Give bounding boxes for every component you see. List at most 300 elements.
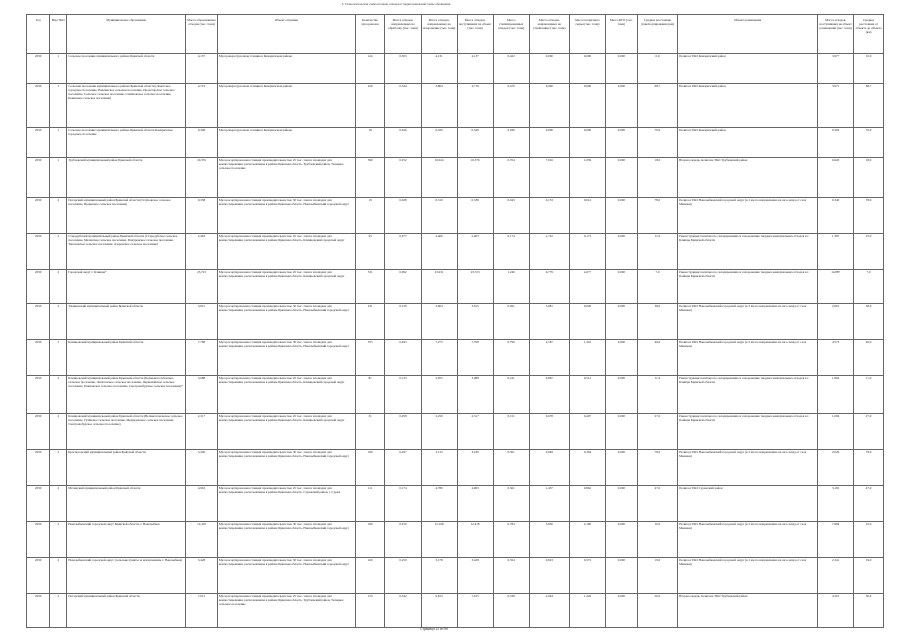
table-row [27, 303, 884, 339]
cell-year: 2030 [27, 593, 50, 627]
cell-trucks: 19 [355, 197, 385, 233]
cell-d2: 25,0 [854, 233, 884, 269]
cell-v5: 2,044 [529, 593, 569, 627]
cell-v3: 12,418 [457, 521, 493, 557]
cell-v4: 0,361 [493, 449, 529, 485]
cell-m2: 4,573 [818, 339, 854, 375]
cell-year: 2030 [27, 269, 50, 303]
cell-dist: 68,7 [637, 83, 677, 127]
table-row [27, 127, 884, 157]
cell-v7: 0,000 [605, 197, 637, 233]
cell-dest: Мусоросортировочная станция производительностью 30 тыс. тонн в площадях для компостирования, расположенная в районе Брянская область, Новозыбковский городской округ [217, 449, 355, 485]
cell-year: 2030 [27, 233, 50, 269]
cell-v5: 0,000 [529, 53, 569, 83]
cell-v3: 4,137 [457, 53, 493, 83]
cell-kind: 2 [50, 449, 67, 485]
cell-d2: 10,0 [854, 521, 884, 557]
cell-d2: 78,0 [854, 197, 884, 233]
cell-v1: 0,026 [385, 127, 421, 157]
cell-v7: 0,000 [605, 557, 637, 593]
cell-d2: 47,0 [854, 485, 884, 521]
cell-v1: 0,297 [385, 449, 421, 485]
cell-site: Полигон ТКО Новозыбковский городской округ (в 2 км по направлению на юго-запад от села Манюки) [678, 521, 818, 557]
cell-dest: Мусоросортировочная станция производительностью 30 тыс. тонн в площадях для компостирования, расположенная в районе Брянская область, Новозыбковский городской округ [217, 557, 355, 593]
cell-dist: 18,0 [637, 157, 677, 197]
cell-mo: Злынковский муниципальный район Брянской области [67, 303, 186, 339]
cell-kind: 2 [50, 303, 67, 339]
cell-mass: 7,015 [186, 593, 218, 627]
cell-v6: 0,512 [569, 375, 605, 413]
cell-v7: 0,000 [605, 375, 637, 413]
cell-m2: 1,094 [818, 413, 854, 449]
cell-kind: 2 [50, 233, 67, 269]
cell-d2: 70,0 [854, 127, 884, 157]
table-row [27, 157, 884, 197]
cell-mo: Новозыбковский городской округ Брянской области, г. Новозыбков [67, 521, 186, 557]
cell-v1: 0,493 [385, 339, 421, 375]
cell-d2: 56,0 [854, 593, 884, 627]
cell-mo: Сельское поселение муниципального района Брянской области Комаричское городское поселение [67, 127, 186, 157]
cell-v7: 0,000 [605, 269, 637, 303]
cell-v5: 0,949 [529, 449, 569, 485]
cell-dest: Мусоросортировочная станция производительностью 25 тыс. тонн в площадях для компостирования, расположенная в районе Брянская область, Трубчевский район, Телецкое сельское поселение [217, 157, 355, 197]
cell-mo: Трубчевский муниципальный район Брянской области [67, 157, 186, 197]
cell-v4: 0,704 [493, 157, 529, 197]
cell-dest: Мусоросортировочная станция производительностью 30 тыс. тонн в площадях для компостирования, расположенная в районе Брянская область, Новозыбковский городской округ [217, 521, 355, 557]
cell-v1: 0,344 [385, 83, 421, 127]
column-header: Масса отходов, направленных на утилизацию (тыс. тонн) [529, 15, 569, 54]
cell-mass: 4,719 [186, 83, 218, 127]
cell-year: 2030 [27, 83, 50, 127]
column-header: Муниципальное образование [67, 15, 186, 54]
cell-v1: 0,252 [385, 157, 421, 197]
cell-site: Полигон ТКО Комаричский район [678, 53, 818, 83]
cell-year: 2030 [27, 53, 50, 83]
cell-trucks: 18 [355, 127, 385, 157]
cell-site: Реконструкция полигона по складированию и захоронению твердых коммунальных отходов в г. Клинцы Брянской области [678, 233, 818, 269]
cell-v2: 10,024 [421, 157, 457, 197]
cell-v5: 0,867 [529, 375, 569, 413]
cell-year: 2030 [27, 485, 50, 521]
cell-kind: 2 [50, 375, 67, 413]
cell-m2: 3,165 [818, 485, 854, 521]
cell-year: 2030 [27, 303, 50, 339]
cell-mo: Клинцовский муниципальный район Брянской области (Великотопальское сельское поселение, Гулёвское сельское поселение, Медведовское сельское поселение, Смотровобудское сельское поселение) [67, 413, 186, 449]
cell-trucks: 531 [355, 269, 385, 303]
cell-mass: 23,723 [186, 269, 218, 303]
cell-v4: 0,799 [493, 339, 529, 375]
cell-v3: 4,963 [457, 485, 493, 521]
cell-dist: 11,0 [637, 233, 677, 269]
cell-v6: 1,039 [569, 157, 605, 197]
column-header: Количество мусоровозов [355, 15, 385, 54]
cell-m2: 3,971 [818, 83, 854, 127]
cell-dist: 7,0 [637, 269, 677, 303]
table-row [27, 413, 884, 449]
cell-v4: 0,151 [493, 413, 529, 449]
cell-kind: 2 [50, 521, 67, 557]
cell-kind: 1 [50, 53, 67, 83]
cell-trucks: 190 [355, 449, 385, 485]
cell-trucks: 153 [355, 593, 385, 627]
cell-kind: 2 [50, 197, 67, 233]
cell-v1: 0,303 [385, 53, 421, 83]
cell-mass: 0,348 [186, 127, 218, 157]
cell-v5: 0,000 [529, 83, 569, 127]
cell-mo: Сельские поселения муниципального района Брянской области (Локотское городское поселение, Навлинское сельское поселение, Пролетарское сельское поселение, Сельское сельское поселение, Семёновское сельское поселение, Кокинское сельское поселение) [67, 83, 186, 127]
cell-mass: 4,963 [186, 485, 218, 521]
cell-v2: 12,168 [421, 521, 457, 557]
table-header-row [27, 15, 884, 54]
cell-dest: Мусороперегрузочная станция в Комаричском районе [217, 127, 355, 157]
cell-mass: 10,376 [186, 157, 218, 197]
cell-v6: 4,677 [569, 269, 605, 303]
cell-v2: 6,813 [421, 593, 457, 627]
cell-dist: 10,0 [637, 521, 677, 557]
cell-v1: 0,133 [385, 375, 421, 413]
cell-v5: 3,081 [529, 303, 569, 339]
cell-v2: 2,955 [421, 375, 457, 413]
cell-v5: 0,000 [529, 127, 569, 157]
cell-kind: 2 [50, 413, 67, 449]
cell-m2: 1,387 [818, 233, 854, 269]
table-row [27, 521, 884, 557]
cell-mo: Клинцовский муниципальный район Брянской области (Коржовоголубовское сельское поселение, Лопатенское сельское поселение, Первомайское сельское поселение, Рожновское сельское поселение, Смотровобудское сельское поселение)* [67, 375, 186, 413]
cell-kind: 1 [50, 83, 67, 127]
column-header: Масса отходов, поступивших на объект размещения (тыс. тонн) [818, 15, 854, 54]
cell-v4: 0,043 [493, 197, 529, 233]
cell-v2: 2,259 [421, 413, 457, 449]
cell-v7: 0,000 [605, 233, 637, 269]
cell-v4: 0,491 [493, 303, 529, 339]
cell-mass: 3,088 [186, 375, 218, 413]
cell-v2: 2,406 [421, 233, 457, 269]
cell-v2: 4,131 [421, 53, 457, 83]
cell-mo: Стародубский муниципальный район Брянской области (Стародубское сельское поселение, Меленское сельское поселение, Понуровское сельское поселение, Тереховское сельское поселение, Азаровское сельское поселение) [67, 233, 186, 269]
cell-trucks: 353 [355, 339, 385, 375]
cell-trucks: 390 [355, 157, 385, 197]
table-row [27, 375, 884, 413]
cell-v1: 0,174 [385, 485, 421, 521]
cell-v2: 7,275 [421, 339, 457, 375]
cell-dist: 19,0 [637, 557, 677, 593]
cell-site: Полигон ТКО Комаричский район [678, 127, 818, 157]
cell-v4: 1,246 [493, 269, 529, 303]
cell-trucks: 160 [355, 557, 385, 593]
cell-v6: 0,000 [569, 53, 605, 83]
cell-kind: 1 [50, 157, 67, 197]
cell-site: Полигон ТКО Суражский район [678, 485, 818, 521]
column-header: Масса отходов, направленных на обработку (тыс. тонн) [385, 15, 421, 54]
cell-dist: 78,0 [637, 197, 677, 233]
cell-v6: 0,173 [569, 233, 605, 269]
cell-year: 2030 [27, 413, 50, 449]
cell-year: 2030 [27, 157, 50, 197]
cell-mo: Городской округ г. Клинцы* [67, 269, 186, 303]
cell-v6: 0,000 [569, 83, 605, 127]
cell-v4: 0,361 [493, 485, 529, 521]
cell-v6: 0,012 [569, 197, 605, 233]
table-row [27, 53, 884, 83]
cell-mass: 3,915 [186, 303, 218, 339]
cell-v6: 0,572 [569, 557, 605, 593]
cell-v7: 0,000 [605, 339, 637, 375]
cell-d2: 78,0 [854, 449, 884, 485]
cell-d2: 68,7 [854, 83, 884, 127]
cell-v4: 0,241 [493, 375, 529, 413]
cell-v2: 0,320 [421, 127, 457, 157]
cell-v3: 3,088 [457, 375, 493, 413]
cell-v4: 0,174 [493, 233, 529, 269]
cell-kind: 2 [50, 269, 67, 303]
cell-d2: 27,0 [854, 413, 884, 449]
cell-site: Полигон ТКО Новозыбковский городской округ (в 2 км по направлению на юго-запад от села Манюки) [678, 449, 818, 485]
table-row [27, 233, 884, 269]
cell-v6: 2,190 [569, 521, 605, 557]
table-body [27, 53, 884, 627]
column-header: Объект размещения [678, 15, 818, 54]
cell-v1: 0,129 [385, 303, 421, 339]
cell-m2: 14,887 [818, 269, 854, 303]
cell-dist: 56,0 [637, 593, 677, 627]
cell-v1: 0,250 [385, 521, 421, 557]
cell-site: Полигон ТКО Комаричский район [678, 83, 818, 127]
cell-site: Реконструкция полигона по складированию и захоронению твердых коммунальных отходов в г. Клинцы Брянской области [678, 413, 818, 449]
cell-site: Полигон ТКО Новозыбковский городской округ (в 2 км по направлению на юго-запад от села Манюки) [678, 557, 818, 593]
column-header: Масса образованных отходов (тыс. тонн) [186, 15, 218, 54]
cell-d2: 10,0 [854, 53, 884, 83]
cell-mo: Погарский муниципальный район Брянской области (Гетуновское сельское поселение, Ирдинское сельское поселение) [67, 197, 186, 233]
cell-v3: 3,428 [457, 557, 493, 593]
cell-v6: 0,862 [569, 485, 605, 521]
cell-v4: 0,338 [493, 593, 529, 627]
cell-mass: 2,463 [186, 233, 218, 269]
cell-m2: 2,091 [818, 303, 854, 339]
cell-mass: 3,428 [186, 557, 218, 593]
table-row [27, 197, 884, 233]
cell-d2: 11,0 [854, 375, 884, 413]
cell-dist: 38,0 [637, 303, 677, 339]
cell-v3: 7,768 [457, 339, 493, 375]
cell-site: Реконструкция полигона по складированию и захоронению твердых коммунальных отходов в г. Клинцы Брянской области [678, 375, 818, 413]
cell-dest: Мусоросортировочная станция производительностью 25 тыс. тонн в площадях для компостирования, расположенная в районе Брянская область, Суражский район, г. Сураж [217, 485, 355, 521]
column-header: Масса отходов, направленных на захоронение (тыс. тонн) [421, 15, 457, 54]
cell-site: Полигон ТКО Новозыбковский городской округ (в 2 км по направлению на юго-запад от села Манюки) [678, 303, 818, 339]
cell-v3: 0,348 [457, 127, 493, 157]
cell-v7: 0,000 [605, 83, 637, 127]
cell-m2: 2,026 [818, 449, 854, 485]
cell-v3: 10,376 [457, 157, 493, 197]
cell-v1: 0,077 [385, 233, 421, 269]
cell-d2: 38,0 [854, 303, 884, 339]
cell-v4: 0,422 [493, 53, 529, 83]
cell-m2: 7,984 [818, 521, 854, 557]
cell-m2: 2,341 [818, 557, 854, 593]
column-header: Вид ТКО [50, 15, 67, 54]
cell-v2: 23,631 [421, 269, 457, 303]
cell-dest: Мусороперегрузочная станция в Комаричском районе [217, 83, 355, 127]
cell-d2: 7,0 [854, 269, 884, 303]
column-header: Объект отправки [217, 15, 355, 54]
cell-v3: 3,915 [457, 303, 493, 339]
table-caption: 3. Технологическая схема потоков отходов в территориальной схеме обращения [341, 2, 451, 6]
cell-mass: 0,338 [186, 197, 218, 233]
cell-v4: 0,036 [493, 127, 529, 157]
cell-dist: 27,0 [637, 413, 677, 449]
cell-mass: 3,430 [186, 449, 218, 485]
cell-m2: 3,977 [818, 53, 854, 83]
cell-v6: 0,364 [569, 449, 605, 485]
cell-mo: Погарский муниципальный район Брянской области [67, 593, 186, 627]
cell-year: 2030 [27, 449, 50, 485]
cell-site: Полигон ТКО Новозыбковский городской округ (в 2 км по направлению на юго-запад от села Манюки) [678, 197, 818, 233]
table-row [27, 449, 884, 485]
cell-m2: 0,340 [818, 197, 854, 233]
cell-v5: 1,437 [529, 485, 569, 521]
cell-dest: Мусоросортировочная станция производительностью 25 тыс. тонн в площадях для компостирования, расположенная в районе Брянская область, Трубчевский район, Телецкое сельское поселение [217, 593, 355, 627]
cell-v7: 0,000 [605, 485, 637, 521]
cell-v3: 2,317 [457, 413, 493, 449]
cell-mo: Клинцовский муниципальный район Брянской области [67, 339, 186, 375]
cell-dist: 70,0 [637, 127, 677, 157]
cell-v5: 7,016 [529, 157, 569, 197]
cell-year: 2030 [27, 197, 50, 233]
cell-year: 2030 [27, 339, 50, 375]
cell-dest: Мусоросортировочная станция производительностью 30 тыс. тонн в площадях для компостирования, расположенная в районе Брянская область, Новозыбковский городской округ [217, 197, 355, 233]
cell-dist: 0,0 [637, 53, 677, 83]
cell-dist: 47,0 [637, 485, 677, 521]
column-header: Среднее расстояние от объекта до объекта (км) [854, 15, 884, 54]
cell-dest: Мусоросортировочная станция производительностью 45 тыс. тонн в площадях для компостирования, расположенная в районе Брянская область, Клинцовский городской округ [217, 269, 355, 303]
cell-v2: 4,789 [421, 485, 457, 521]
cell-d2: 49,0 [854, 339, 884, 375]
cell-v5: 3,850 [529, 521, 569, 557]
cell-dist: 49,0 [637, 339, 677, 375]
cell-v2: 0,310 [421, 197, 457, 233]
cell-v3: 0,338 [457, 197, 493, 233]
cell-kind: 2 [50, 339, 67, 375]
table-row [27, 269, 884, 303]
cell-v5: 6,779 [529, 269, 569, 303]
cell-dist: 11,0 [637, 375, 677, 413]
cell-v3: 3,430 [457, 449, 493, 485]
cell-v5: 0,923 [529, 557, 569, 593]
table-row [27, 339, 884, 375]
cell-year: 2030 [27, 127, 50, 157]
page-number: Страница 25 из 86 [420, 627, 448, 631]
cell-mass: 12,418 [186, 521, 218, 557]
cell-v7: 0,000 [605, 157, 637, 197]
table-row [27, 557, 884, 593]
cell-v2: 3,604 [421, 303, 457, 339]
table-row [27, 485, 884, 521]
cell-trucks: 190 [355, 521, 385, 557]
cell-mass: 2,317 [186, 413, 218, 449]
cell-v5: 0,153 [529, 197, 569, 233]
cell-v7: 0,000 [605, 53, 637, 83]
cell-dest: Мусороперегрузочная станция в Комаричском районе [217, 53, 355, 83]
cell-trucks: 111 [355, 485, 385, 521]
cell-v7: 0,000 [605, 413, 637, 449]
cell-trucks: 231 [355, 303, 385, 339]
cell-v7: 0,000 [605, 521, 637, 557]
cell-v1: 0,092 [385, 269, 421, 303]
cell-mo: Мглинский муниципальный район Брянской области [67, 485, 186, 521]
cell-v5: 0,678 [529, 413, 569, 449]
cell-year: 2030 [27, 375, 50, 413]
cell-dest: Мусоросортировочная станция производительностью 30 тыс. тонн в площадях для компостирования, расположенная в районе Брянская область, Новозыбковский городской округ [217, 339, 355, 375]
cell-d2: 19,0 [854, 557, 884, 593]
cell-v7: 0,000 [605, 449, 637, 485]
cell-v4: 0,354 [493, 557, 529, 593]
cell-v7: 0,000 [605, 593, 637, 627]
cell-v2: 3,178 [421, 557, 457, 593]
cell-m2: 0,620 [818, 157, 854, 197]
cell-trucks: 81 [355, 375, 385, 413]
cell-v6: 0,000 [569, 127, 605, 157]
column-header: Среднее расстояние транспортирования (км) [637, 15, 677, 54]
cell-mo: Новозыбковский городской округ (сельские пункты за исключением г. Новозыбков) [67, 557, 186, 593]
column-header: Масса отходов, поступивших на объект (тыс. тонн) [457, 15, 493, 54]
column-header: Масса вторичного сырья (тыс. тонн) [569, 15, 605, 54]
cell-v1: 0,250 [385, 557, 421, 593]
cell-year: 2030 [27, 521, 50, 557]
cell-trucks: 124 [355, 53, 385, 83]
cell-kind: 2 [50, 557, 67, 593]
cell-v3: 23,723 [457, 269, 493, 303]
cell-v3: 2,463 [457, 233, 493, 269]
cell-mo: Красногорский муниципальный район Брянской области [67, 449, 186, 485]
cell-v1: 0,028 [385, 197, 421, 233]
cell-v6: 1,226 [569, 593, 605, 627]
cell-kind: 1 [50, 127, 67, 157]
cell-v6: 1,310 [569, 339, 605, 375]
cell-v4: 0,784 [493, 521, 529, 557]
cell-site: Вторая очередь полигона ТКО Трубчевский район [678, 157, 818, 197]
cell-v6: 0,049 [569, 303, 605, 339]
cell-trucks: 31 [355, 413, 385, 449]
table-row [27, 83, 884, 127]
cell-dest: Мусоросортировочная станция производительностью 45 тыс. тонн в площадях для компостирования, расположенная в районе Брянская область, Клинцовский городской округ [217, 413, 355, 449]
cell-trucks: 220 [355, 83, 385, 127]
cell-v5: 2,187 [529, 339, 569, 375]
cell-mass: 7,768 [186, 339, 218, 375]
cell-kind: 2 [50, 593, 67, 627]
cell-v3: 4,719 [457, 83, 493, 127]
cell-v6: 0,407 [569, 413, 605, 449]
cell-m2: 1,964 [818, 375, 854, 413]
cell-v5: 1,722 [529, 233, 569, 269]
column-header: Масса утилизированных отходов (тыс. тонн) [493, 15, 529, 54]
cell-dest: Мусоросортировочная станция производительностью 45 тыс. тонн в площадях для компостирования, расположенная в районе Брянская область, Клинцовский городской округ [217, 233, 355, 269]
cell-mo: Сельское поселение муниципального района Брянской области [67, 53, 186, 83]
cell-kind: 2 [50, 485, 67, 521]
cell-dest: Мусоросортировочная станция производительностью 45 тыс. тонн в площадях для компостирования, расположенная в районе Брянская область, Клинцовский городской округ [217, 375, 355, 413]
waste-flow-table [26, 14, 884, 628]
cell-site: Реконструкция полигона по складированию и захоронению твердых коммунальных отходов в г. Клинцы Брянской области [678, 269, 818, 303]
table-row [27, 593, 884, 627]
cell-v2: 3,133 [421, 449, 457, 485]
cell-v4: 0,470 [493, 83, 529, 127]
cell-v1: 0,342 [385, 593, 421, 627]
cell-year: 2030 [27, 557, 50, 593]
cell-m2: 4,501 [818, 593, 854, 627]
cell-site: Вторая очередь полигона ТКО Трубчевский район [678, 593, 818, 627]
cell-v2: 3,864 [421, 83, 457, 127]
cell-site: Полигон ТКО Новозыбковский городской округ (в 2 км по направлению на юго-запад от села Манюки) [678, 339, 818, 375]
cell-m2: 0,302 [818, 127, 854, 157]
cell-dist: 78,0 [637, 449, 677, 485]
